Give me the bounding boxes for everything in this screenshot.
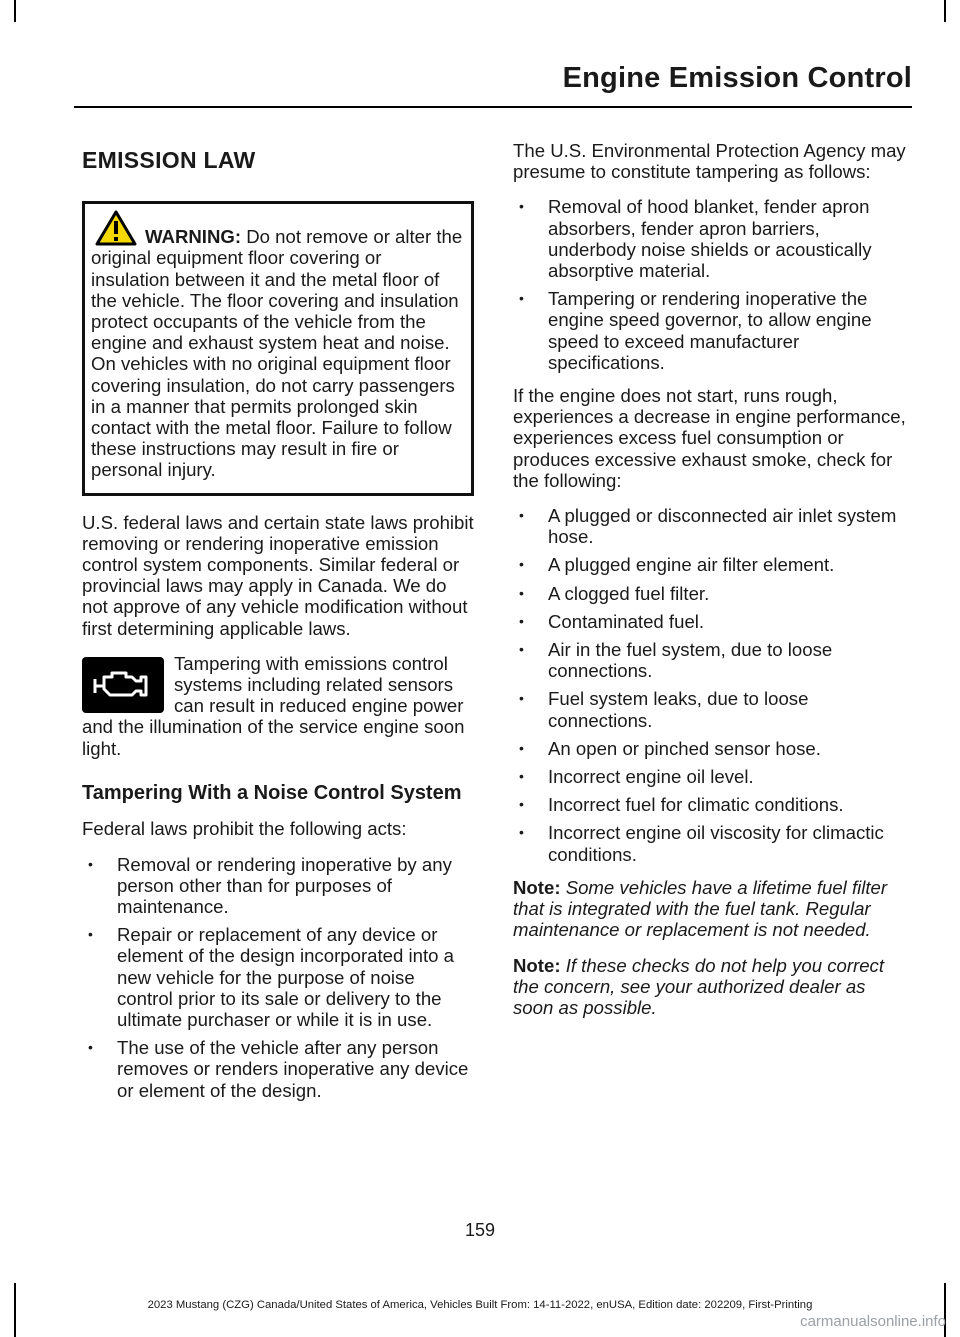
list-item: • Removal or rendering inoperative by any person other than for purposes of maintenance. xyxy=(82,854,474,918)
footer-edition-info: 2023 Mustang (CZG) Canada/United States of America, Vehicles Built From: 14-11-2022, enUSA, Edition date: 202209, First-Printing xyxy=(147,1299,813,1311)
right-column xyxy=(513,140,907,1032)
check-intro: If the engine does not start, runs rough, experiences a decrease in engine performance, experiences excess fuel consumption or produces excessive exhaust smoke, check for the following: xyxy=(513,385,906,491)
note-text: If these checks do not help you correct the concern, see your authorized dealer as soon as possible. xyxy=(513,954,885,1018)
list-item: • A clogged fuel filter. xyxy=(513,583,907,604)
note-lifetime-filter xyxy=(513,877,907,941)
note-label: Note: xyxy=(513,876,561,898)
note-label: Note: xyxy=(513,954,561,976)
epa-intro: The U.S. Environmental Protection Agency may presume to constitute tampering as follows: xyxy=(513,140,906,183)
header-divider xyxy=(74,106,912,108)
warning-box xyxy=(82,201,474,495)
epa-list xyxy=(513,196,907,373)
warning-text: Do not remove or alter the original equipment floor covering or insulation between it and the metal floor of the vehicle. The floor covering and insulation protect occupants of the vehicle from the engine and exhaust system heat and noise. On vehicles with no original equipment floor covering insulation, do not carry passengers in a manner that permits prolonged skin contact with the metal floor. Failure to follow these instructions may result in fire or personal injury. xyxy=(91,226,463,481)
list-item: • Contaminated fuel. xyxy=(513,611,907,632)
list-item: • Incorrect engine oil level. xyxy=(513,766,907,787)
list-item: • The use of the vehicle after any person removes or renders inoperative any device or element of the design. xyxy=(82,1037,474,1101)
left-column xyxy=(82,140,474,1113)
law-paragraph: U.S. federal laws and certain state laws prohibit removing or rendering inoperative emission control system components. Similar federal or provincial laws may apply in Canada. We do not approve of any vehicle modification without first determining applicable laws. xyxy=(82,511,474,639)
section-title: EMISSION LAW xyxy=(82,147,256,173)
list-item: • Incorrect engine oil viscosity for climactic conditions. xyxy=(513,822,907,864)
check-list xyxy=(513,505,907,865)
list-item: • Air in the fuel system, due to loose connections. xyxy=(513,639,907,681)
list-item: • Tampering or rendering inoperative the engine speed governor, to allow engine speed to exceed manufacturer specifications. xyxy=(513,288,907,373)
tampering-text: Tampering with emissions control systems including related sensors can result in reduced engine power and the illumination of the service engine soon light. xyxy=(82,652,465,759)
warning-label: WARNING: xyxy=(145,226,242,248)
page-header-title: Engine Emission Control xyxy=(562,62,912,94)
crop-mark-top-right xyxy=(944,0,946,22)
tampering-paragraph-block xyxy=(82,653,474,759)
warning-triangle-icon xyxy=(95,210,137,250)
list-item: • Removal of hood blanket, fender apron absorbers, fender apron barriers, underbody noise shields or acoustically absorptive material. xyxy=(513,196,907,281)
list-item: • An open or pinched sensor hose. xyxy=(513,738,907,759)
watermark[interactable]: carmanualsonline.info xyxy=(800,1313,946,1330)
note-text: Some vehicles have a lifetime fuel filter that is integrated with the fuel tank. Regular maintenance or replacement is not needed. xyxy=(513,876,888,941)
note-see-dealer xyxy=(513,955,907,1019)
federal-intro: Federal laws prohibit the following acts: xyxy=(82,818,407,840)
federal-acts-list xyxy=(82,854,474,1101)
list-item: • Incorrect fuel for climatic conditions. xyxy=(513,794,907,815)
list-item: • A plugged or disconnected air inlet system hose. xyxy=(513,505,907,547)
crop-mark-top-left xyxy=(14,0,16,22)
list-item: • A plugged engine air filter element. xyxy=(513,554,907,575)
subsection-title: Tampering With a Noise Control System xyxy=(82,781,462,804)
list-item: • Fuel system leaks, due to loose connections. xyxy=(513,688,907,730)
check-engine-icon xyxy=(82,657,164,713)
list-item: • Repair or replacement of any device or element of the design incorporated into a new vehicle for the purpose of noise control prior to its sale or delivery to the ultimate purchaser or while it is in use. xyxy=(82,924,474,1030)
page-number: 159 xyxy=(464,1220,496,1240)
